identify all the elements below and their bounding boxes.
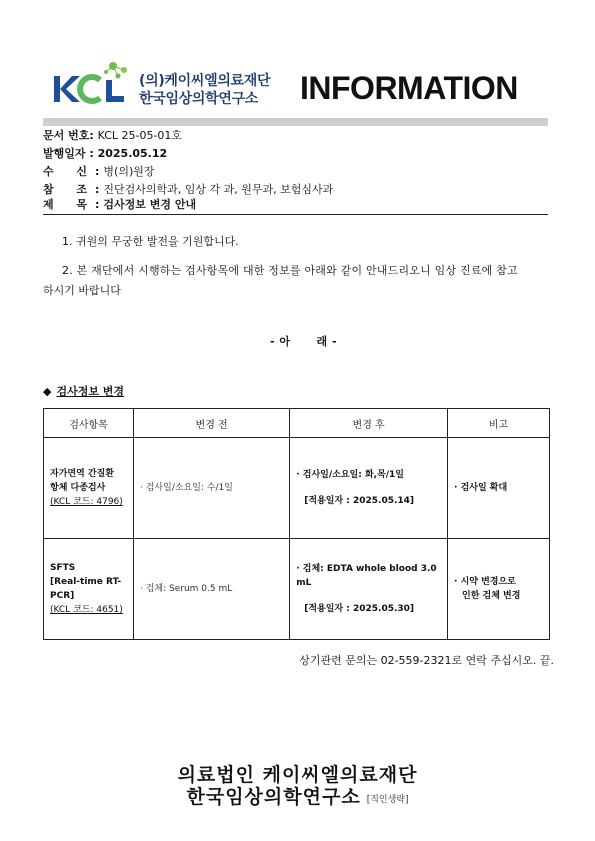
cell-item: SFTS [Real-time RT-PCR] (KCL 코드: 4651) — [44, 539, 134, 640]
meta-reference-label-b: 조 — [76, 183, 87, 196]
meta-date-value: 2025.05.12 — [97, 147, 168, 160]
table-header-note: 비고 — [448, 409, 550, 438]
footer-org-line2: 한국임상의학연구소 [직인생략] — [186, 786, 409, 808]
apply-date: [적용일자 : 2025.05.14] — [304, 496, 415, 506]
meta-recipient-label-a: 수 — [43, 165, 54, 178]
cell-before: · 검체: Serum 0.5 mL — [134, 539, 290, 640]
apply-date: [적용일자 : 2025.05.30] — [304, 604, 415, 614]
page-title: INFORMATION — [300, 70, 518, 106]
paragraph-2 — [43, 261, 553, 301]
meta-date: 발행일자 : 2025.05.12 — [43, 147, 168, 160]
section-heading — [43, 383, 124, 399]
change-table — [43, 408, 550, 640]
meta-doc-number-label: 문서 번호 — [43, 129, 90, 142]
table-header-row — [44, 409, 550, 438]
meta-reference-value: 진단검사의학과, 임상 각 과, 원무과, 보험심사과 — [103, 183, 334, 196]
table-header-after: 변경 후 — [290, 409, 448, 438]
cell-before: · 검사일/소요일: 수/1일 — [134, 438, 290, 539]
table-header-item: 검사항목 — [44, 409, 134, 438]
meta-doc-number-value: KCL 25-05-01호 — [97, 129, 183, 142]
section-title: 검사정보 변경 — [56, 385, 125, 398]
cell-after: · 검체: EDTA whole blood 3.0 mL [적용일자 : 2025.05.30] — [290, 539, 448, 640]
meta-doc-number: 문서 번호: KCL 25-05-01호 — [43, 129, 183, 142]
meta-subject-label-b: 목 — [76, 198, 87, 211]
kcl-logo — [50, 58, 134, 108]
meta-subject-label-a: 제 — [43, 198, 54, 211]
org-name-line1: (의)케이씨엘의료재단 — [139, 73, 271, 89]
table-header-before: 변경 전 — [134, 409, 290, 438]
kcl-code: (KCL 코드: 4796) — [50, 497, 123, 507]
meta-divider — [43, 214, 548, 215]
table-row — [44, 438, 550, 539]
table-row — [44, 539, 550, 640]
meta-recipient-label-b: 신 — [76, 165, 87, 178]
cell-note: · 시약 변경으로 인한 검체 변경 — [448, 539, 550, 640]
meta-reference: 참 조 : 진단검사의학과, 임상 각 과, 원무과, 보험심사과 — [43, 183, 334, 196]
below-marker: - 아 래 - — [270, 335, 338, 348]
org-name-line2: 한국임상의학연구소 — [139, 91, 259, 107]
logo-molecule-icon — [104, 62, 127, 79]
cell-item: 자가면역 간질환 항체 다종검사 (KCL 코드: 4796) — [44, 438, 134, 539]
meta-recipient: 수 신 : 병(의)원장 — [43, 165, 155, 178]
cell-after: · 검사일/소요일: 화,목/1일 [적용일자 : 2025.05.14] — [290, 438, 448, 539]
meta-subject: 제 목 : 검사정보 변경 안내 — [43, 198, 197, 211]
meta-date-label: 발행일자 — [43, 147, 86, 160]
kcl-code: (KCL 코드: 4651) — [50, 605, 123, 615]
paragraph-2-line2: 하시기 바랍니다 — [43, 284, 121, 297]
closing-text: 상기관련 문의는 02-559-2321로 연락 주십시오. 끝. — [299, 654, 554, 667]
meta-reference-label-a: 참 — [43, 183, 54, 196]
seal-omitted: [직인생략] — [366, 794, 409, 805]
paragraph-2-line1: 2. 본 재단에서 시행하는 검사항목에 대한 정보를 아래와 같이 안내드리오니 임상 진료에 참고 — [62, 264, 518, 277]
diamond-icon: ◆ — [43, 385, 52, 398]
meta-recipient-value: 병(의)원장 — [103, 165, 155, 178]
cell-note: · 검사일 확대 — [448, 438, 550, 539]
paragraph-1: 1. 귀원의 무궁한 발전을 기원합니다. — [62, 235, 239, 248]
footer-org-line1: 의료법인 케이씨엘의료재단 — [177, 764, 418, 786]
header-divider-bar — [43, 118, 548, 126]
meta-subject-value: 검사정보 변경 안내 — [103, 198, 197, 211]
